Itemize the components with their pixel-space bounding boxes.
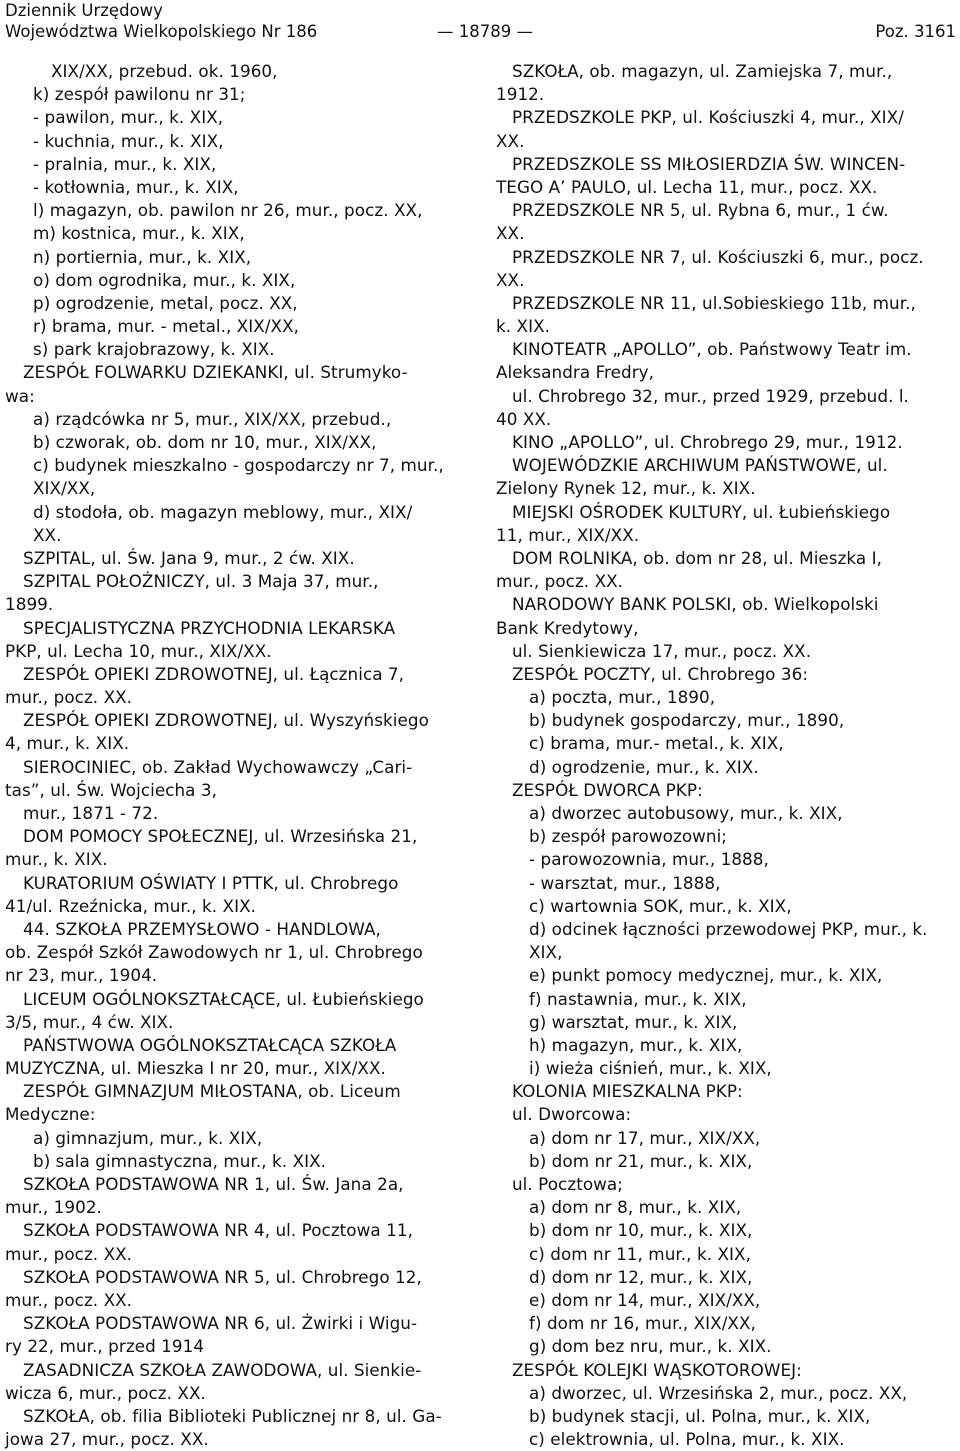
text-line: Aleksandra Fredry, — [496, 362, 655, 383]
text-line: - kotłownia, mur., k. XIX, — [33, 176, 239, 197]
page-number: — 18789 — — [437, 22, 533, 41]
text-line: ZESPÓŁ KOLEJKI WĄSKOTOROWEJ: — [512, 1359, 802, 1380]
text-line: SIEROCINIEC, ob. Zakład Wychowawczy „Cari- — [23, 756, 413, 777]
text-line: PRZEDSZKOLE NR 11, ul.Sobieskiego 11b, mur., — [512, 292, 916, 313]
text-line: s) park krajobrazowy, k. XIX. — [33, 339, 275, 360]
text-line: b) dom nr 10, mur., k. XIX, — [529, 1220, 753, 1241]
text-line: mur., 1902. — [5, 1197, 102, 1218]
text-line: mur., pocz. XX. — [496, 571, 624, 592]
text-line: SZKOŁA PODSTAWOWA NR 5, ul. Chrobrego 12, — [23, 1266, 422, 1287]
text-line: - parowozownia, mur., 1888, — [529, 849, 769, 870]
text-line: a) dom nr 8, mur., k. XIX, — [529, 1197, 742, 1218]
text-line: a) dom nr 17, mur., XIX/XX, — [529, 1127, 761, 1148]
text-line: MIEJSKI OŚRODEK KULTURY, ul. Łubieńskiego — [512, 501, 891, 522]
text-line: c) wartownia SOK, mur., k. XIX, — [529, 895, 792, 916]
text-line: nr 23, mur., 1904. — [5, 965, 158, 986]
text-line: h) magazyn, mur., k. XIX, — [529, 1034, 743, 1055]
text-line: PRZEDSZKOLE NR 7, ul. Kościuszki 6, mur., pocz. — [512, 246, 924, 267]
text-line: d) stodoła, ob. magazyn meblowy, mur., XIX/ — [33, 501, 413, 522]
text-line: mur., pocz. XX. — [5, 1243, 133, 1264]
text-line: 4, mur., k. XIX. — [5, 733, 130, 754]
text-line: 40 XX. — [496, 408, 552, 429]
text-line: XIX/XX, przebud. ok. 1960, — [51, 61, 278, 81]
text-line: i) wieża ciśnień, mur., k. XIX, — [529, 1058, 772, 1079]
text-line: c) budynek mieszkalno - gospodarczy nr 7, mur., — [33, 455, 444, 476]
text-line: d) odcinek łączności przewodowej PKP, mur., k. — [529, 918, 928, 939]
text-line: wicza 6, mur., pocz. XX. — [5, 1382, 206, 1403]
text-line: KOLONIA MIESZKALNA PKP: — [512, 1081, 743, 1102]
text-line: ul. Sienkiewicza 17, mur., pocz. XX. — [512, 640, 812, 661]
text-line: SZKOŁA PODSTAWOWA NR 6, ul. Żwirki i Wigu- — [23, 1313, 418, 1334]
text-line: ZESPÓŁ POCZTY, ul. Chrobrego 36: — [512, 663, 809, 684]
text-line: c) brama, mur.- metal., k. XIX, — [529, 733, 784, 754]
text-line: - kuchnia, mur., k. XIX, — [33, 130, 224, 151]
text-line: o) dom ogrodnika, mur., k. XIX, — [33, 269, 296, 290]
text-line: XIX, — [529, 942, 563, 963]
position-number: Poz. 3161 — [875, 22, 956, 41]
text-line: SZKOŁA PODSTAWOWA NR 1, ul. Św. Jana 2a, — [23, 1174, 404, 1194]
text-line: g) warsztat, mur., k. XIX, — [529, 1011, 738, 1032]
text-line: PRZEDSZKOLE PKP, ul. Kościuszki 4, mur., XIX/ — [512, 107, 904, 128]
text-line: KURATORIUM OŚWIATY I PTTK, ul. Chrobrego — [23, 872, 399, 893]
text-line: e) punkt pomocy medycznej, mur., k. XIX, — [529, 965, 883, 986]
text-line: g) dom bez nru, mur., k. XIX. — [529, 1336, 772, 1357]
text-line: 3/5, mur., 4 ćw. XIX. — [5, 1011, 174, 1032]
text-line: c) dom nr 11, mur., k. XIX, — [529, 1243, 751, 1264]
text-line: - warsztat, mur., 1888, — [529, 872, 721, 893]
text-line: mur., pocz. XX. — [5, 687, 133, 708]
text-line: SZPITAL, ul. Św. Jana 9, mur., 2 ćw. XIX. — [23, 547, 355, 568]
text-line: b) dom nr 21, mur., k. XIX, — [529, 1150, 753, 1171]
text-line: PAŃSTWOWA OGÓLNOKSZTAŁCĄCA SZKOŁA — [23, 1034, 397, 1055]
text-line: ry 22, mur., przed 1914 — [5, 1336, 205, 1357]
text-line: DOM ROLNIKA, ob. dom nr 28, ul. Mieszka I, — [512, 547, 883, 568]
text-line: tas”, ul. Św. Wojciecha 3, — [5, 779, 217, 800]
text-line: r) brama, mur. - metal., XIX/XX, — [33, 316, 300, 337]
text-line: ZESPÓŁ OPIEKI ZDROWOTNEJ, ul. Wyszyńskiego — [23, 710, 429, 731]
text-line: XX. — [496, 223, 525, 244]
text-line: a) dworzec autobusowy, mur., k. XIX, — [529, 803, 843, 823]
text-line: ob. Zespół Szkół Zawodowych nr 1, ul. Chrobrego — [5, 942, 423, 963]
text-line: p) ogrodzenie, metal, pocz. XX, — [33, 292, 298, 313]
left-text-column — [0, 60, 470, 1451]
text-line: k. XIX. — [496, 316, 551, 337]
text-line: ZESPÓŁ FOLWARKU DZIEKANKI, ul. Strumyko- — [23, 362, 408, 383]
text-line: SPECJALISTYCZNA PRZYCHODNIA LEKARSKA — [23, 617, 396, 638]
text-line: ZESPÓŁ DWORCA PKP: — [512, 779, 703, 800]
text-line: KINO „APOLLO”, ul. Chrobrego 29, mur., 1912. — [512, 432, 903, 452]
text-line: 1912. — [496, 84, 545, 105]
text-line: SZPITAL POŁOŻNICZY, ul. 3 Maja 37, mur., — [23, 571, 379, 592]
text-line: c) elektrownia, ul. Polna, mur., k. XIX. — [529, 1429, 845, 1450]
text-line: a) poczta, mur., 1890, — [529, 687, 716, 708]
text-line: a) rządcówka nr 5, mur., XIX/XX, przebud., — [33, 408, 392, 429]
text-line: m) kostnica, mur., k. XIX, — [33, 223, 245, 244]
text-line: b) budynek stacji, ul. Polna, mur., k. XIX, — [529, 1405, 871, 1426]
text-line: PKP, ul. Lecha 10, mur., XIX/XX. — [5, 640, 272, 661]
text-line: SZKOŁA, ob. filia Biblioteki Publicznej nr 8, ul. Ga- — [23, 1405, 442, 1426]
text-line: DOM POMOCY SPOŁECZNEJ, ul. Wrzesińska 21, — [23, 826, 418, 847]
text-line: b) sala gimnastyczna, mur., k. XIX. — [33, 1150, 327, 1171]
text-line: mur., 1871 - 72. — [23, 803, 159, 823]
text-line: f) nastawnia, mur., k. XIX, — [529, 988, 747, 1009]
text-line: LICEUM OGÓLNOKSZTAŁCĄCE, ul. Łubieńskiego — [23, 988, 424, 1009]
text-line: k) zespół pawilonu nr 31; — [33, 84, 246, 105]
text-line: mur., pocz. XX. — [5, 1289, 133, 1310]
text-line: e) dom nr 14, mur., XIX/XX, — [529, 1289, 761, 1310]
text-line: n) portiernia, mur., k. XIX, — [33, 246, 252, 267]
text-line: l) magazyn, ob. pawilon nr 26, mur., pocz. XX, — [33, 200, 423, 221]
text-line: ul. Pocztowa; — [512, 1174, 623, 1194]
text-line: KINOTEATR „APOLLO”, ob. Państwowy Teatr im. — [512, 339, 912, 360]
text-line: ZASADNICZA SZKOŁA ZAWODOWA, ul. Sienkie- — [23, 1359, 422, 1380]
text-line: NARODOWY BANK POLSKI, ob. Wielkopolski — [512, 594, 879, 615]
text-line: f) dom nr 16, mur., XIX/XX, — [529, 1313, 756, 1334]
text-line: d) ogrodzenie, mur., k. XIX. — [529, 756, 759, 777]
text-line: 1899. — [5, 594, 54, 615]
journal-title: Dziennik Urzędowy — [5, 1, 163, 20]
text-line: ZESPÓŁ OPIEKI ZDROWOTNEJ, ul. Łącznica 7, — [23, 663, 405, 684]
journal-issue: Województwa Wielkopolskiego Nr 186 — [5, 22, 318, 41]
text-line: Medyczne: — [5, 1104, 96, 1125]
text-line: SZKOŁA, ob. magazyn, ul. Zamiejska 7, mur., — [512, 61, 893, 81]
text-line: XIX/XX, — [33, 478, 96, 499]
text-line: WOJEWÓDZKIE ARCHIWUM PAŃSTWOWE, ul. — [512, 455, 888, 476]
text-line: ZESPÓŁ GIMNAZJUM MIŁOSTANA, ob. Liceum — [23, 1081, 401, 1102]
text-line: XX. — [33, 524, 62, 545]
text-line: b) czworak, ob. dom nr 10, mur., XIX/XX, — [33, 432, 377, 452]
text-line: b) budynek gospodarczy, mur., 1890, — [529, 710, 845, 731]
text-line: 41/ul. Rzeźnicka, mur., k. XIX. — [5, 895, 257, 916]
text-line: XX. — [496, 269, 525, 290]
text-line: a) gimnazjum, mur., k. XIX, — [33, 1127, 263, 1148]
text-line: Bank Kredytowy, — [496, 617, 639, 638]
text-line: d) dom nr 12, mur., k. XIX, — [529, 1266, 753, 1287]
text-line: PRZEDSZKOLE SS MIŁOSIERDZIA ŚW. WINCEN- — [512, 153, 906, 174]
text-line: XX. — [496, 130, 525, 151]
text-line: b) zespół parowozowni; — [529, 826, 728, 847]
text-line: wa: — [5, 385, 35, 406]
text-line: jowa 27, mur., pocz. XX. — [5, 1429, 209, 1450]
text-line: a) dworzec, ul. Wrzesińska 2, mur., pocz. XX, — [529, 1382, 908, 1403]
right-text-column — [490, 60, 960, 1451]
text-line: 11, mur., XIX/XX. — [496, 524, 640, 545]
text-line: - pralnia, mur., k. XIX, — [33, 153, 217, 174]
text-line: TEGO A’ PAULO, ul. Lecha 11, mur., pocz. XX. — [496, 176, 878, 197]
text-line: ul. Dworcowa: — [512, 1104, 632, 1125]
text-line: PRZEDSZKOLE NR 5, ul. Rybna 6, mur., 1 ćw. — [512, 200, 889, 221]
text-line: Zielony Rynek 12, mur., k. XIX. — [496, 478, 756, 499]
text-line: ul. Chrobrego 32, mur., przed 1929, przebud. l. — [512, 385, 909, 406]
text-line: mur., k. XIX. — [5, 849, 108, 870]
text-line: SZKOŁA PODSTAWOWA NR 4, ul. Pocztowa 11, — [23, 1220, 413, 1241]
text-line: MUZYCZNA, ul. Mieszka I nr 20, mur., XIX/XX. — [5, 1058, 386, 1079]
text-line: 44. SZKOŁA PRZEMYSŁOWO - HANDLOWA, — [23, 918, 381, 939]
text-line: - pawilon, mur., k. XIX, — [33, 107, 224, 128]
page-header — [0, 0, 960, 48]
